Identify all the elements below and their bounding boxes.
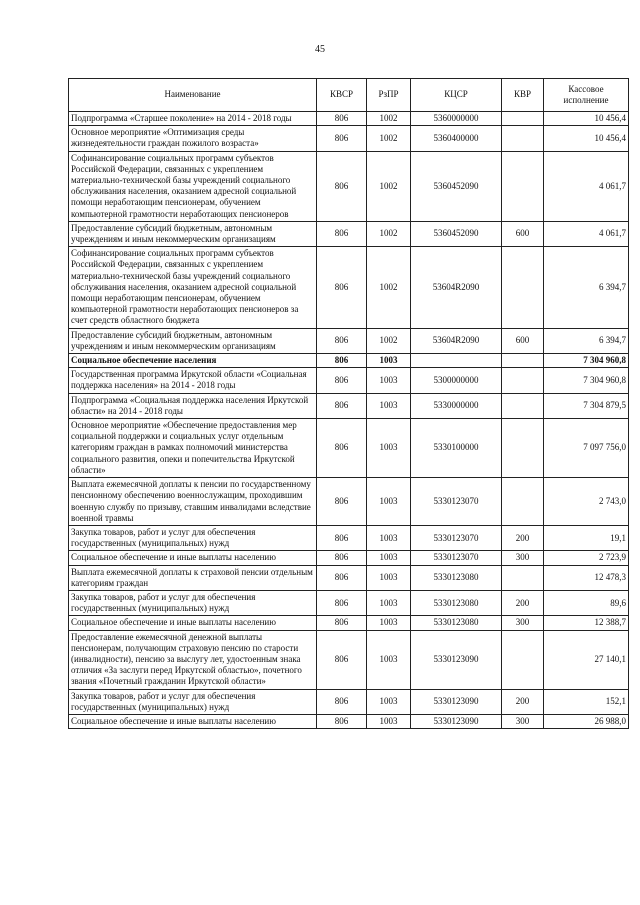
cell-rzpr: 1003 [367,590,411,615]
cell-amount: 152,1 [544,689,629,714]
cell-amount: 7 304 960,8 [544,354,629,368]
cell-kvr: 300 [502,714,544,728]
cell-kvsr: 806 [317,551,367,565]
table-row [69,354,629,368]
cell-kvsr: 806 [317,616,367,630]
table-row [69,565,629,590]
cell-name: Софинансирование социальных программ субъектов Российской Федерации, связанных с укреплением материально-технической базы учреждений социального обслуживания населения, оказанием адресной социальной помощи неработающим пенсионерам, обучением компьютерной грамотности неработающих пенсионеров за счет средств областного бюджета [69,247,317,328]
cell-kcsr: 5330123090 [411,689,502,714]
cell-kcsr: 5360400000 [411,126,502,151]
cell-rzpr: 1002 [367,247,411,328]
cell-amount: 7 097 756,0 [544,419,629,478]
cell-kvr: 600 [502,221,544,246]
table-row [69,551,629,565]
cell-kvsr: 806 [317,368,367,393]
cell-kcsr: 5300000000 [411,368,502,393]
table-row [69,419,629,478]
cell-kvr [502,565,544,590]
cell-amount: 7 304 879,5 [544,393,629,418]
cell-name: Социальное обеспечение и иные выплаты населению [69,616,317,630]
cell-amount: 12 388,7 [544,616,629,630]
cell-kvr [502,419,544,478]
cell-kcsr: 5360452090 [411,151,502,221]
cell-rzpr: 1003 [367,630,411,689]
cell-rzpr: 1003 [367,354,411,368]
table-row [69,525,629,550]
cell-amount: 19,1 [544,525,629,550]
cell-kvsr: 806 [317,590,367,615]
cell-kcsr: 5330123080 [411,616,502,630]
cell-kvr [502,112,544,126]
cell-kcsr: 5330123070 [411,525,502,550]
cell-kcsr: 5330123090 [411,630,502,689]
cell-amount: 26 988,0 [544,714,629,728]
cell-rzpr: 1003 [367,368,411,393]
cell-name: Государственная программа Иркутской области «Социальная поддержка населения» на 2014 - 2018 годы [69,368,317,393]
table-row [69,630,629,689]
header-kvsr: КВСР [317,79,367,112]
cell-rzpr: 1002 [367,126,411,151]
cell-kvsr: 806 [317,328,367,353]
page-number: 45 [315,44,325,55]
cell-amount: 6 394,7 [544,247,629,328]
cell-rzpr: 1003 [367,714,411,728]
cell-kvr [502,151,544,221]
cell-name: Подпрограмма «Старшее поколение» на 2014 - 2018 годы [69,112,317,126]
cell-name: Закупка товаров, работ и услуг для обеспечения государственных (муниципальных) нужд [69,525,317,550]
cell-kvsr: 806 [317,151,367,221]
cell-name: Предоставление субсидий бюджетным, автономным учреждениям и иным некоммерческим организациям [69,328,317,353]
cell-rzpr: 1003 [367,478,411,526]
budget-execution-table [68,78,629,729]
cell-kvr [502,393,544,418]
cell-kvr: 200 [502,689,544,714]
cell-kvsr: 806 [317,354,367,368]
cell-kvr: 200 [502,525,544,550]
cell-amount: 10 456,4 [544,126,629,151]
cell-rzpr: 1003 [367,525,411,550]
cell-name: Предоставление субсидий бюджетным, автономным учреждениям и иным некоммерческим организациям [69,221,317,246]
cell-kvsr: 806 [317,714,367,728]
cell-name: Выплата ежемесячной доплаты к пенсии по государственному пенсионному обеспечению военнослужащим, проходившим военную службу по призыву, ставшим инвалидами вследствие военной травмы [69,478,317,526]
cell-amount: 4 061,7 [544,151,629,221]
cell-amount: 10 456,4 [544,112,629,126]
cell-rzpr: 1003 [367,616,411,630]
cell-kvsr: 806 [317,630,367,689]
table-row [69,221,629,246]
cell-kvr [502,630,544,689]
cell-kcsr [411,354,502,368]
cell-kcsr: 5330123080 [411,590,502,615]
table-row [69,112,629,126]
cell-amount: 27 140,1 [544,630,629,689]
cell-rzpr: 1002 [367,328,411,353]
cell-amount: 6 394,7 [544,328,629,353]
cell-name: Закупка товаров, работ и услуг для обеспечения государственных (муниципальных) нужд [69,689,317,714]
cell-kvr [502,126,544,151]
table-row [69,247,629,328]
cell-amount: 7 304 960,8 [544,368,629,393]
table-row [69,478,629,526]
header-name: Наименование [69,79,317,112]
table-row [69,126,629,151]
cell-name: Социальное обеспечение и иные выплаты населению [69,714,317,728]
cell-kcsr: 5330123090 [411,714,502,728]
cell-rzpr: 1002 [367,221,411,246]
table-row [69,714,629,728]
cell-kvsr: 806 [317,565,367,590]
cell-rzpr: 1003 [367,551,411,565]
cell-name: Закупка товаров, работ и услуг для обеспечения государственных (муниципальных) нужд [69,590,317,615]
cell-rzpr: 1002 [367,151,411,221]
header-amount: Кассовое исполнение [544,79,629,112]
cell-kvr: 200 [502,590,544,615]
table-row [69,151,629,221]
cell-name: Подпрограмма «Социальная поддержка населения Иркутской области» на 2014 - 2018 годы [69,393,317,418]
cell-rzpr: 1003 [367,393,411,418]
cell-rzpr: 1003 [367,419,411,478]
cell-kvsr: 806 [317,689,367,714]
cell-name: Основное мероприятие «Оптимизация среды жизнедеятельности граждан пожилого возраста» [69,126,317,151]
cell-kcsr: 5330123080 [411,565,502,590]
table-row [69,393,629,418]
cell-kvr: 600 [502,328,544,353]
cell-kvr: 300 [502,616,544,630]
table-row [69,616,629,630]
cell-amount: 2 723,9 [544,551,629,565]
cell-kvsr: 806 [317,419,367,478]
cell-amount: 2 743,0 [544,478,629,526]
cell-kcsr: 5330100000 [411,419,502,478]
cell-name: Основное мероприятие «Обеспечение предоставления мер социальной поддержки и социальных услуг отдельным категориям граждан в рамках полномочий министерства социального развития, опеки и попечительства Иркутской области» [69,419,317,478]
header-kvr: КВР [502,79,544,112]
cell-rzpr: 1003 [367,565,411,590]
header-rzpr: РзПР [367,79,411,112]
cell-kcsr: 5360000000 [411,112,502,126]
cell-kvr [502,354,544,368]
table-row [69,689,629,714]
cell-rzpr: 1002 [367,112,411,126]
cell-kcsr: 5360452090 [411,221,502,246]
cell-kvr [502,368,544,393]
cell-kvr [502,247,544,328]
table-row [69,590,629,615]
cell-kcsr: 5330123070 [411,551,502,565]
cell-kcsr: 5330123070 [411,478,502,526]
cell-name: Софинансирование социальных программ субъектов Российской Федерации, связанных с укреплением материально-технической базы учреждений социального обслуживания населения, оказанием адресной социальной помощи неработающим пенсионерам, обучением компьютерной грамотности неработающих пенсионеров [69,151,317,221]
cell-name: Выплата ежемесячной доплаты к страховой пенсии отдельным категориям граждан [69,565,317,590]
table-body [69,112,629,729]
cell-amount: 89,6 [544,590,629,615]
cell-kvsr: 806 [317,393,367,418]
cell-kvsr: 806 [317,478,367,526]
cell-kvsr: 806 [317,126,367,151]
cell-name: Предоставление ежемесячной денежной выплаты пенсионерам, получающим страховую пенсию по старости (инвалидности), пенсию за выслугу лет, удостоенным знака отличия «За заслуги перед Иркутской областью», почетного звания «Почетный гражданин Иркутской области» [69,630,317,689]
cell-kvr [502,478,544,526]
cell-kcsr: 53604R2090 [411,328,502,353]
cell-name: Социальное обеспечение населения [69,354,317,368]
cell-rzpr: 1003 [367,689,411,714]
header-kcsr: КЦСР [411,79,502,112]
cell-kvsr: 806 [317,525,367,550]
cell-kvsr: 806 [317,247,367,328]
cell-kcsr: 5330000000 [411,393,502,418]
cell-name: Социальное обеспечение и иные выплаты населению [69,551,317,565]
table-header-row [69,79,629,112]
cell-kvsr: 806 [317,112,367,126]
cell-kcsr: 53604R2090 [411,247,502,328]
cell-amount: 4 061,7 [544,221,629,246]
cell-amount: 12 478,3 [544,565,629,590]
table-row [69,368,629,393]
cell-kvsr: 806 [317,221,367,246]
table-row [69,328,629,353]
cell-kvr: 300 [502,551,544,565]
